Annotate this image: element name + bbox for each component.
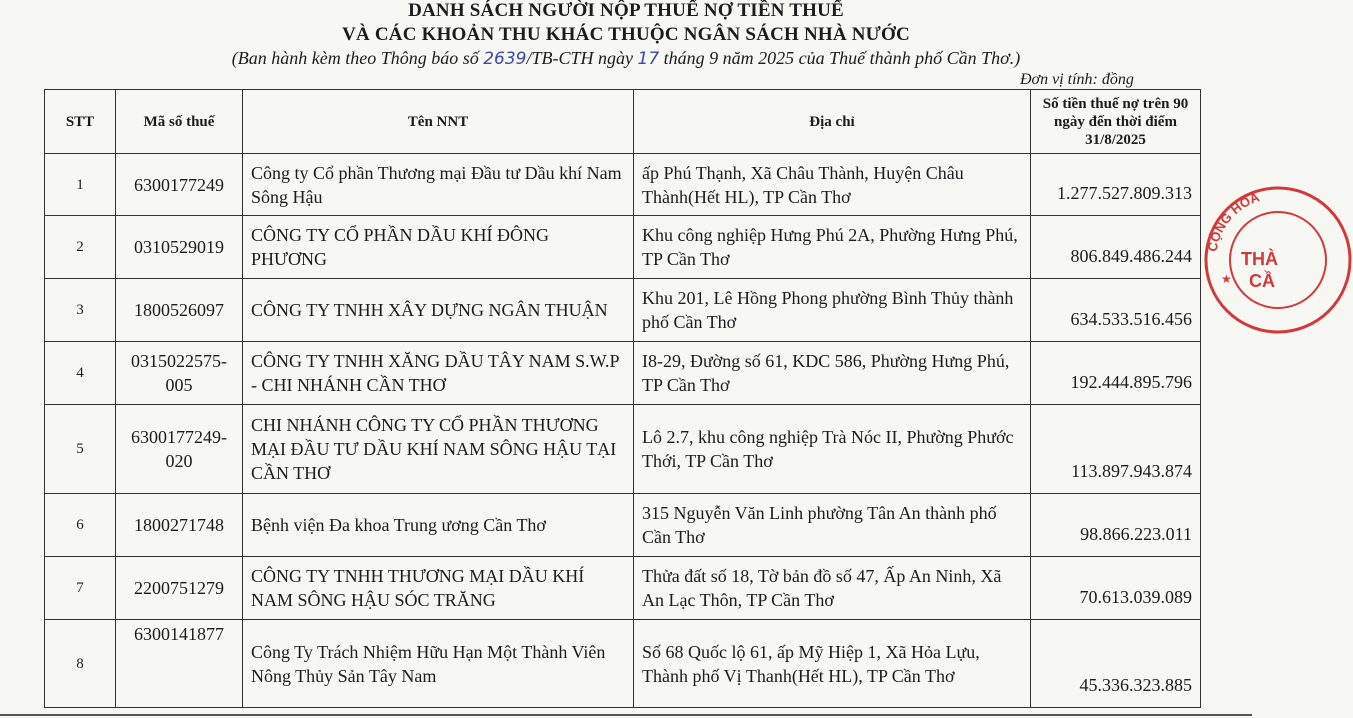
table-row xyxy=(45,216,1201,279)
header-stt: STT xyxy=(45,90,116,154)
subtitle-suffix: tháng 9 năm 2025 của Thuế thành phố Cần Thơ.) xyxy=(663,48,1021,68)
tax-debtor-table xyxy=(44,89,1201,708)
stamp-ring-text: CỘNG HÒA xyxy=(1204,189,1262,253)
header-taxpayer-name: Tên NNT xyxy=(243,90,634,154)
cell-amount: 98.866.223.011 xyxy=(1031,494,1201,557)
cell-address: Khu 201, Lê Hồng Phong phường Bình Thủy thành phố Cần Thơ xyxy=(634,279,1031,342)
stamp-center-text2: CẦ xyxy=(1249,271,1275,291)
table-row xyxy=(45,154,1201,216)
cell-amount: 1.277.527.809.313 xyxy=(1031,154,1201,216)
cell-tax-code: 1800526097 xyxy=(116,279,243,342)
cell-address: Số 68 Quốc lộ 61, ấp Mỹ Hiệp 1, Xã Hỏa Lựu, Thành phố Vị Thanh(Hết HL), TP Cần Thơ xyxy=(634,620,1031,708)
table-header-row xyxy=(45,90,1201,154)
table-row xyxy=(45,494,1201,557)
unit-label: Đơn vị tính: đồng xyxy=(1020,71,1134,88)
table-row xyxy=(45,279,1201,342)
document-title-line2: VÀ CÁC KHOẢN THU KHÁC THUỘC NGÂN SÁCH NHÀ NƯỚC xyxy=(342,24,910,45)
cell-tax-code: 1800271748 xyxy=(116,494,243,557)
cell-address: I8-29, Đường số 61, KDC 586, Phường Hưng Phú, TP Cần Thơ xyxy=(634,342,1031,405)
header-tax-code: Mã số thuế xyxy=(116,90,243,154)
cell-amount: 192.444.895.796 xyxy=(1031,342,1201,405)
cell-amount: 45.336.323.885 xyxy=(1031,620,1201,708)
table-row xyxy=(45,405,1201,494)
header-address: Địa chỉ xyxy=(634,90,1031,154)
cell-name: Công ty Cổ phần Thương mại Đầu tư Dầu khí Nam Sông Hậu xyxy=(243,154,634,216)
cell-amount: 113.897.943.874 xyxy=(1031,405,1201,494)
table-row xyxy=(45,620,1201,708)
cell-stt: 4 xyxy=(45,342,116,405)
document-title-line1: DANH SÁCH NGƯỜI NỘP THUẾ NỢ TIỀN THUẾ xyxy=(408,0,844,21)
stamp-center-text: THÀ xyxy=(1241,249,1278,269)
cell-tax-code: 6300177249-020 xyxy=(116,405,243,494)
header-debt-amount: Số tiền thuế nợ trên 90 ngày đến thời điểm 31/8/2025 xyxy=(1031,90,1201,154)
cell-stt: 8 xyxy=(45,620,116,708)
cell-stt: 2 xyxy=(45,216,116,279)
cell-stt: 6 xyxy=(45,494,116,557)
cell-name: CÔNG TY TNHH THƯƠNG MẠI DẦU KHÍ NAM SÔNG HẬU SÓC TRĂNG xyxy=(243,557,634,620)
cell-name: CÔNG TY CỔ PHẦN DẦU KHÍ ĐÔNG PHƯƠNG xyxy=(243,216,634,279)
cell-stt: 1 xyxy=(45,154,116,216)
document-subtitle xyxy=(0,47,1252,70)
cell-address: Lô 2.7, khu công nghiệp Trà Nóc II, Phường Phước Thới, TP Cần Thơ xyxy=(634,405,1031,494)
cell-tax-code: 2200751279 xyxy=(116,557,243,620)
cell-tax-code: 6300177249 xyxy=(116,154,243,216)
cell-address: Thửa đất số 18, Tờ bản đồ số 47, Ấp An Ninh, Xã An Lạc Thôn, TP Cần Thơ xyxy=(634,557,1031,620)
cell-address: Khu công nghiệp Hưng Phú 2A, Phường Hưng Phú, TP Cần Thơ xyxy=(634,216,1031,279)
cell-stt: 3 xyxy=(45,279,116,342)
cell-tax-code: 6300141877 xyxy=(116,620,243,708)
svg-text:★: ★ xyxy=(1221,272,1232,286)
cell-amount: 806.849.486.244 xyxy=(1031,216,1201,279)
cell-amount: 70.613.039.089 xyxy=(1031,557,1201,620)
cell-address: ấp Phú Thạnh, Xã Châu Thành, Huyện Châu Thành(Hết HL), TP Cần Thơ xyxy=(634,154,1031,216)
page-bottom-rule xyxy=(0,714,1252,716)
subtitle-mid: /TB-CTH ngày xyxy=(526,48,633,68)
table-row xyxy=(45,342,1201,405)
cell-name: CÔNG TY TNHH XĂNG DẦU TÂY NAM S.W.P - CHI NHÁNH CẦN THƠ xyxy=(243,342,634,405)
official-seal-stamp xyxy=(1203,185,1353,335)
cell-name: Bệnh viện Đa khoa Trung ương Cần Thơ xyxy=(243,494,634,557)
cell-name: CHI NHÁNH CÔNG TY CỔ PHẦN THƯƠNG MẠI ĐẦU TƯ DẦU KHÍ NAM SÔNG HẬU TẠI CẦN THƠ xyxy=(243,405,634,494)
cell-tax-code: 0310529019 xyxy=(116,216,243,279)
cell-amount: 634.533.516.456 xyxy=(1031,279,1201,342)
cell-tax-code: 0315022575-005 xyxy=(116,342,243,405)
cell-name: CÔNG TY TNHH XÂY DỰNG NGÂN THUẬN xyxy=(243,279,634,342)
cell-address: 315 Nguyễn Văn Linh phường Tân An thành phố Cần Thơ xyxy=(634,494,1031,557)
handwritten-notice-number: 2639 xyxy=(483,49,527,69)
subtitle-prefix: (Ban hành kèm theo Thông báo số xyxy=(231,48,479,68)
table-row xyxy=(45,557,1201,620)
cell-stt: 7 xyxy=(45,557,116,620)
handwritten-day: 17 xyxy=(637,49,660,69)
cell-name: Công Ty Trách Nhiệm Hữu Hạn Một Thành Viên Nông Thủy Sản Tây Nam xyxy=(243,620,634,708)
cell-stt: 5 xyxy=(45,405,116,494)
